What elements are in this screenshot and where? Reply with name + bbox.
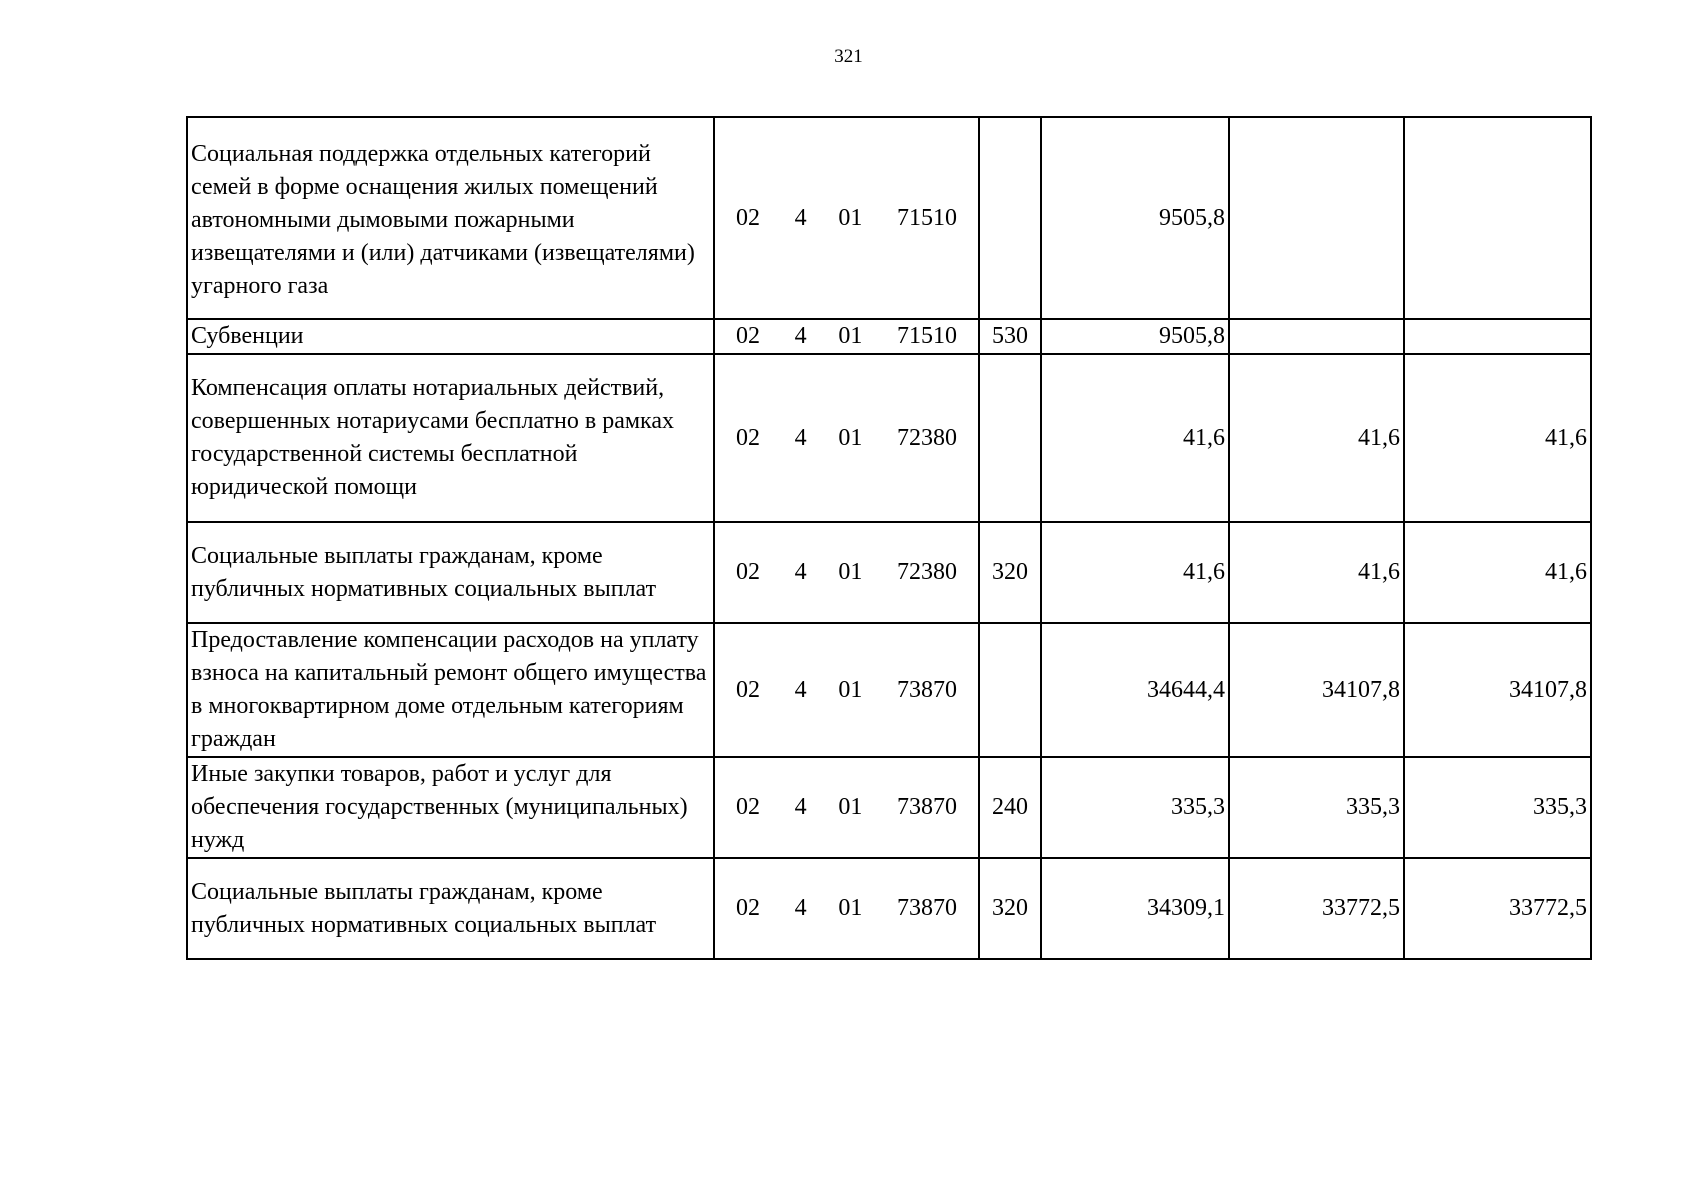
page-number: 321 xyxy=(834,46,863,67)
table-row xyxy=(187,858,1591,959)
row-amount-year1: 41,6 xyxy=(1041,354,1229,522)
row-expense-type: 320 xyxy=(979,858,1041,959)
table-row xyxy=(187,354,1591,522)
row-name: Социальные выплаты гражданам, кроме публичных нормативных социальных выплат xyxy=(187,858,714,959)
row-amount-year3: 41,6 xyxy=(1404,354,1591,522)
row-codes xyxy=(714,117,979,319)
code-direction: 72380 xyxy=(896,424,957,451)
row-codes xyxy=(714,354,979,522)
row-amount-year1: 9505,8 xyxy=(1041,319,1229,354)
row-amount-year2: 34107,8 xyxy=(1229,623,1404,757)
code-subprogram: 4 xyxy=(794,895,807,921)
table-row xyxy=(187,319,1591,354)
row-amount-year1: 34309,1 xyxy=(1041,858,1229,959)
row-amount-year3: 33772,5 xyxy=(1404,858,1591,959)
row-amount-year2: 41,6 xyxy=(1229,522,1404,623)
row-expense-type xyxy=(979,354,1041,522)
code-section: 01 xyxy=(838,676,863,703)
row-amount-year3 xyxy=(1404,117,1591,319)
row-amount-year2: 33772,5 xyxy=(1229,858,1404,959)
row-amount-year2: 41,6 xyxy=(1229,354,1404,522)
code-program: 02 xyxy=(736,895,760,921)
row-amount-year1: 41,6 xyxy=(1041,522,1229,623)
table-row xyxy=(187,117,1591,319)
code-subprogram: 4 xyxy=(794,323,807,349)
row-name: Социальная поддержка отдельных категорий семей в форме оснащения жилых помещений автономными дымовыми пожарными извещателями и (или) датчиками (извещателями) угарного газа xyxy=(187,117,714,319)
row-amount-year1: 9505,8 xyxy=(1041,117,1229,319)
code-section: 01 xyxy=(838,424,863,451)
code-subprogram: 4 xyxy=(794,676,807,703)
row-amount-year3: 41,6 xyxy=(1404,522,1591,623)
code-program: 02 xyxy=(736,204,760,231)
table-row xyxy=(187,522,1591,623)
row-name: Иные закупки товаров, работ и услуг для обеспечения государственных (муниципальных) нужд xyxy=(187,757,714,858)
row-amount-year2 xyxy=(1229,117,1404,319)
row-codes xyxy=(714,522,979,623)
row-expense-type xyxy=(979,117,1041,319)
budget-table xyxy=(186,116,1592,960)
table-row xyxy=(187,623,1591,757)
row-name: Субвенции xyxy=(187,319,714,354)
code-subprogram: 4 xyxy=(794,424,807,451)
row-name: Предоставление компенсации расходов на уплату взноса на капитальный ремонт общего имущества в многоквартирном доме отдельным категориям граждан xyxy=(187,623,714,757)
code-direction: 71510 xyxy=(896,323,957,349)
row-amount-year3: 34107,8 xyxy=(1404,623,1591,757)
code-program: 02 xyxy=(736,559,760,585)
row-name: Компенсация оплаты нотариальных действий, совершенных нотариусами бесплатно в рамках государственной системы бесплатной юридической помощи xyxy=(187,354,714,522)
code-subprogram: 4 xyxy=(794,794,807,820)
row-codes xyxy=(714,757,979,858)
code-program: 02 xyxy=(736,323,760,349)
code-direction: 73870 xyxy=(896,794,957,820)
code-program: 02 xyxy=(736,424,760,451)
row-amount-year3: 335,3 xyxy=(1404,757,1591,858)
row-expense-type xyxy=(979,623,1041,757)
code-program: 02 xyxy=(736,676,760,703)
code-section: 01 xyxy=(838,323,863,349)
code-direction: 71510 xyxy=(896,204,957,231)
code-section: 01 xyxy=(838,204,863,231)
row-amount-year3 xyxy=(1404,319,1591,354)
row-codes xyxy=(714,858,979,959)
code-subprogram: 4 xyxy=(794,204,807,231)
row-amount-year2: 335,3 xyxy=(1229,757,1404,858)
code-direction: 72380 xyxy=(896,559,957,585)
row-expense-type: 320 xyxy=(979,522,1041,623)
code-program: 02 xyxy=(736,794,760,820)
row-amount-year2 xyxy=(1229,319,1404,354)
row-expense-type: 240 xyxy=(979,757,1041,858)
code-section: 01 xyxy=(838,559,863,585)
code-direction: 73870 xyxy=(896,895,957,921)
table-row xyxy=(187,757,1591,858)
code-section: 01 xyxy=(838,895,863,921)
code-direction: 73870 xyxy=(896,676,957,703)
row-name: Социальные выплаты гражданам, кроме публичных нормативных социальных выплат xyxy=(187,522,714,623)
row-codes xyxy=(714,319,979,354)
code-section: 01 xyxy=(838,794,863,820)
row-amount-year1: 34644,4 xyxy=(1041,623,1229,757)
row-expense-type: 530 xyxy=(979,319,1041,354)
row-amount-year1: 335,3 xyxy=(1041,757,1229,858)
row-codes xyxy=(714,623,979,757)
code-subprogram: 4 xyxy=(794,559,807,585)
